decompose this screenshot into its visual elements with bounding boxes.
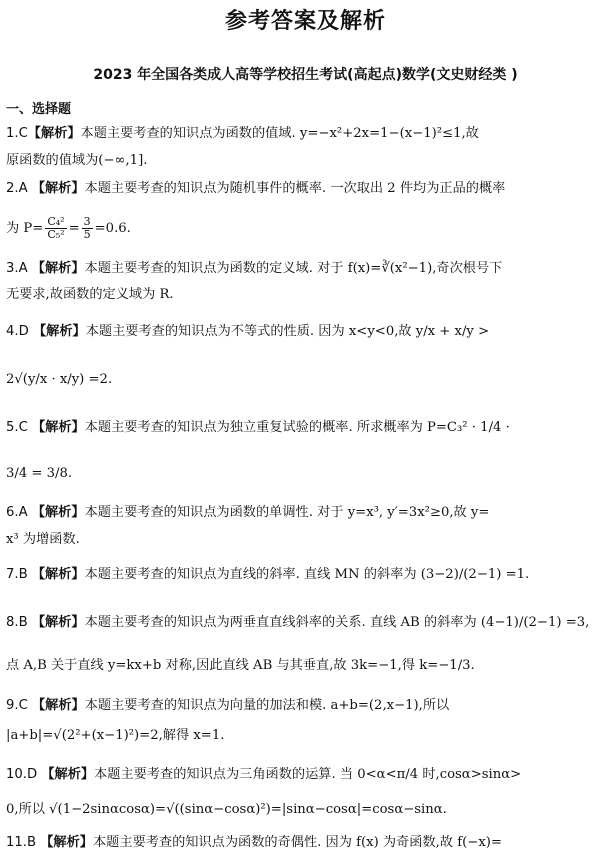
answer-7-line-1: 7.B 【解析】本题主要考查的知识点为直线的斜率. 直线 MN 的斜率为 (3−2)/(2−1) =1. <box>6 567 530 582</box>
answer-4-line-2: 2√(y/x · x/y) =2. <box>6 372 113 387</box>
fraction: $\frac{\text{C₄²}}{\text{C₅²}}$ <box>47 215 65 241</box>
answer-2-line-2: 为 P= $\frac{\text{C₄²}}{\text{C₅²}}$ = $\frac{3}{5}$ =0.6. <box>6 215 131 241</box>
answer-2-line-1: 2.A 【解析】本题主要考查的知识点为随机事件的概率. 一次取出 2 件均为正品的概率 <box>6 181 506 196</box>
answer-1-line-2: 原函数的值域为(−∞,1]. <box>6 153 148 168</box>
fraction: $\frac{3}{5}$ <box>83 215 91 241</box>
answer-5-line-2: 3/4 = 3/8. <box>6 466 73 481</box>
answer-10-line-2: 0,所以 √(1−2sinαcosα)=√((sinα−cosα)²)=|sinα−cosα|=cosα−sinα. <box>6 802 447 817</box>
answer-9-line-2: |a+b|=√(2²+(x−1)²)=2,解得 x=1. <box>6 728 225 743</box>
answer-3-line-2: 无要求,故函数的定义域为 R. <box>6 287 174 302</box>
answer-11-line-1: 11.B 【解析】本题主要考查的知识点为函数的奇偶性. 因为 f(x) 为奇函数,故 f(−x)= <box>6 835 502 850</box>
answer-4-line-1: 4.D 【解析】本题主要考查的知识点为不等式的性质. 因为 x<y<0,故 y/x + x/y > <box>6 324 490 339</box>
section-heading: 一、选择题 <box>6 102 72 117</box>
answer-6-line-2: x³ 为增函数. <box>6 532 80 547</box>
page-title: 参考答案及解析 <box>224 9 386 34</box>
answer-10-line-1: 10.D 【解析】本题主要考查的知识点为三角函数的运算. 当 0<α<π/4 时,cosα>sinα> <box>6 767 522 782</box>
answer-8-line-2: 点 A,B 关于直线 y=kx+b 对称,因此直线 AB 与其垂直,故 3k=−1,得 k=−1/3. <box>6 658 475 673</box>
answer-5-line-1: 5.C 【解析】本题主要考查的知识点为独立重复试验的概率. 所求概率为 P=C₃² · 1/4 · <box>6 420 510 435</box>
answer-9-line-1: 9.C 【解析】本题主要考查的知识点为向量的加法和模. a+b=(2,x−1),所以 <box>6 698 450 713</box>
answer-3-line-1: 3.A 【解析】本题主要考查的知识点为函数的定义域. 对于 f(x)=∛(x²−1),奇次根号下 <box>6 261 503 276</box>
answer-6-line-1: 6.A 【解析】本题主要考查的知识点为函数的单调性. 对于 y=x³, y′=3x²≥0,故 y= <box>6 505 490 520</box>
answer-1-line-1: 1.C【解析】本题主要考查的知识点为函数的值域. y=−x²+2x=1−(x−1)²≤1,故 <box>6 126 479 141</box>
answer-8-line-1: 8.B 【解析】本题主要考查的知识点为两垂直直线斜率的关系. 直线 AB 的斜率为 (4−1)/(2−1) =3, <box>6 615 590 630</box>
exam-subtitle: 2023 年全国各类成人高等学校招生考试(高起点)数学(文史财经类 ) <box>93 67 518 83</box>
